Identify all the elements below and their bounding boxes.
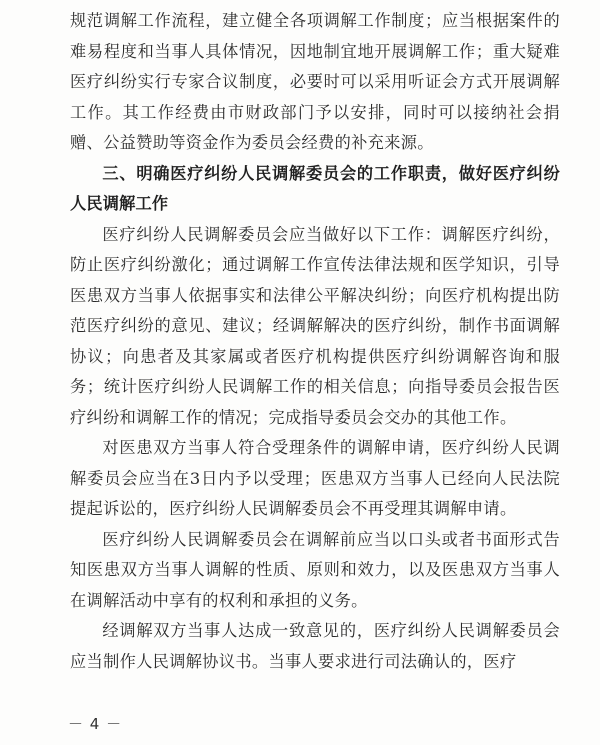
- document-body: [70, 6, 560, 677]
- paragraph-duties: 医疗纠纷人民调解委员会应当做好以下工作：调解医疗纠纷，防止医疗纠纷激化；通过调解工作宣传法律法规和医学知识，引导医患双方当事人依据事实和法律公平解决纠纷；向医疗机构提出防范医疗纠纷的意见、建议；经调解解决的医疗纠纷，制作书面调解协议；向患者及其家属或者医疗机构提供医疗纠纷调解咨询和服务；统计医疗纠纷人民调解工作的相关信息；向指导委员会报告医疗纠纷和调解工作的情况；完成指导委员会交办的其他工作。: [70, 224, 560, 427]
- page-number: － 4 －: [68, 715, 123, 733]
- paragraph-acceptance: 对医患双方当事人符合受理条件的调解申请，医疗纠纷人民调解委员会应当在3日内予以受理；医患双方当事人已经向人民法院提起诉讼的，医疗纠纷人民调解委员会不再受理其调解申请。: [70, 438, 560, 518]
- section-three-heading: 三、明确医疗纠纷人民调解委员会的工作职责，做好医疗纠纷人民调解工作: [70, 163, 560, 213]
- paragraph-agreement: 经调解双方当事人达成一致意见的，医疗纠纷人民调解委员会应当制作人民调解协议书。当事人要求进行司法确认的，医疗: [70, 621, 560, 671]
- paragraph-notification: 医疗纠纷人民调解委员会在调解前应当以口头或者书面形式告知医患双方当事人调解的性质、原则和效力，以及医患双方当事人在调解活动中享有的权利和承担的义务。: [70, 529, 560, 610]
- paragraph-continuation: 规范调解工作流程，建立健全各项调解工作制度；应当根据案件的难易程度和当事人具体情况，因地制宜地开展调解工作；重大疑难医疗纠纷实行专家合议制度，必要时可以采用听证会方式开展调解工作。其工作经费由市财政部门予以安排，同时可以接纳社会捐赠、公益赞助等资金作为委员会经费的补充来源。: [70, 11, 560, 152]
